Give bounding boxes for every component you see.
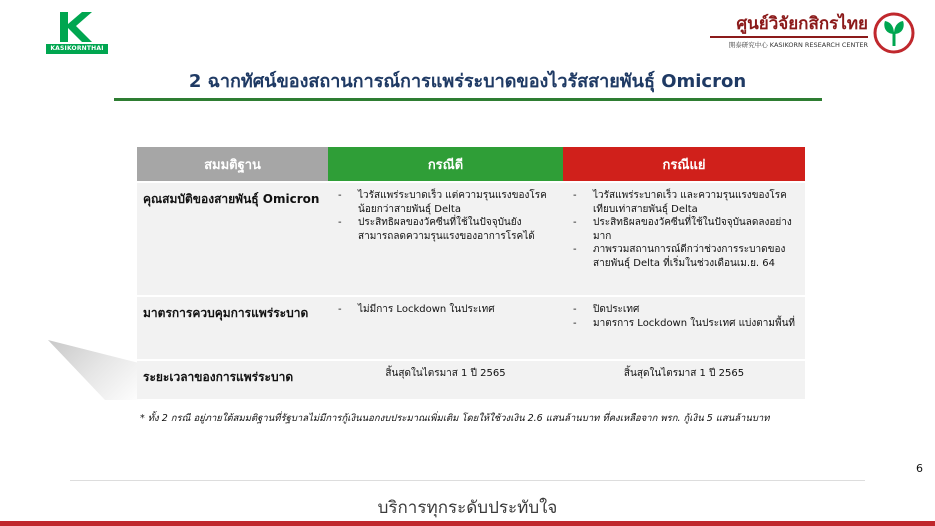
header-good-case: กรณีดี: [328, 147, 563, 182]
list-item: - ประสิทธิผลของวัคซีนที่ใช้ในปัจจุบันยังสามารถลดความรุนแรงของอาการโรคได้: [336, 216, 555, 243]
table-row: [137, 296, 805, 360]
bottom-accent-bar: [0, 521, 935, 526]
good-case-cell: [328, 182, 563, 296]
page-number: 6: [916, 462, 923, 475]
kasikorn-research-logo: [698, 10, 923, 60]
bad-case-cell: สิ้นสุดในไตรมาส 1 ปี 2565: [563, 360, 805, 399]
kasikorn-seal-icon: [873, 12, 915, 54]
kasikornthai-wordmark: KASIKORNTHAI: [46, 44, 108, 54]
table-header-row: [137, 147, 805, 182]
bad-case-cell: [563, 296, 805, 360]
header-assumption: สมมติฐาน: [137, 147, 328, 182]
title-underline: [114, 98, 822, 101]
row-label: มาตรการควบคุมการแพร่ระบาด: [137, 296, 328, 360]
decorative-shadow: [48, 340, 143, 400]
row-label: คุณสมบัติของสายพันธุ์ Omicron: [137, 182, 328, 296]
list-item: - มาตรการ Lockdown ในประเทศ แบ่งตามพื้นที่: [571, 317, 797, 331]
kasikorn-k-icon: [56, 10, 96, 44]
page-title: 2 ฉากทัศน์ของสถานการณ์การแพร่ระบาดของไวรัสสายพันธุ์ Omicron: [188, 71, 747, 92]
table-row: [137, 360, 805, 399]
kasikornthai-logo: [46, 10, 108, 56]
table-row: [137, 182, 805, 296]
footer-divider: [70, 480, 865, 481]
good-case-cell: สิ้นสุดในไตรมาส 1 ปี 2565: [328, 360, 563, 399]
scenario-table: [137, 147, 805, 399]
list-item: - ไวรัสแพร่ระบาดเร็ว แต่ความรุนแรงของโรคน้อยกว่าสายพันธุ์ Delta: [336, 189, 555, 216]
list-item: - ไวรัสแพร่ระบาดเร็ว และความรุนแรงของโรคเทียบเท่าสายพันธุ์ Delta: [571, 189, 797, 216]
kr-logo-title: ศูนย์วิจัยกสิกรไทย: [736, 14, 868, 34]
footer-slogan: บริการทุกระดับประทับใจ: [377, 498, 558, 518]
list-item: - ภาพรวมสถานการณ์ดีกว่าช่วงการระบาดของสายพันธุ์ Delta ที่เริ่มในช่วงเดือนเม.ย. 64: [571, 243, 797, 270]
list-item: - ไม่มีการ Lockdown ในประเทศ: [336, 303, 555, 317]
kr-logo-subtitle: 開泰研究中心 KASIKORN RESEARCH CENTER: [728, 41, 868, 49]
good-case-cell: [328, 296, 563, 360]
list-item: - ปิดประเทศ: [571, 303, 797, 317]
row-label: ระยะเวลาของการแพร่ระบาด: [137, 360, 328, 399]
footnote: * ทั้ง 2 กรณี อยู่ภายใต้สมมติฐานที่รัฐบาลไม่มีการกู้เงินนอกงบประมาณเพิ่มเติม โดยให้ใช้วงเงิน 2.6 แสนล้านบาท ที่คงเหลือจาก พรก. กู้เงิน 5 แสนล้านบาท: [140, 413, 770, 424]
header-bad-case: กรณีแย่: [563, 147, 805, 182]
list-item: - ประสิทธิผลของวัคซีนที่ใช้ในปัจจุบันลดลงอย่างมาก: [571, 216, 797, 243]
kr-logo-underline: [710, 36, 868, 38]
bad-case-cell: [563, 182, 805, 296]
